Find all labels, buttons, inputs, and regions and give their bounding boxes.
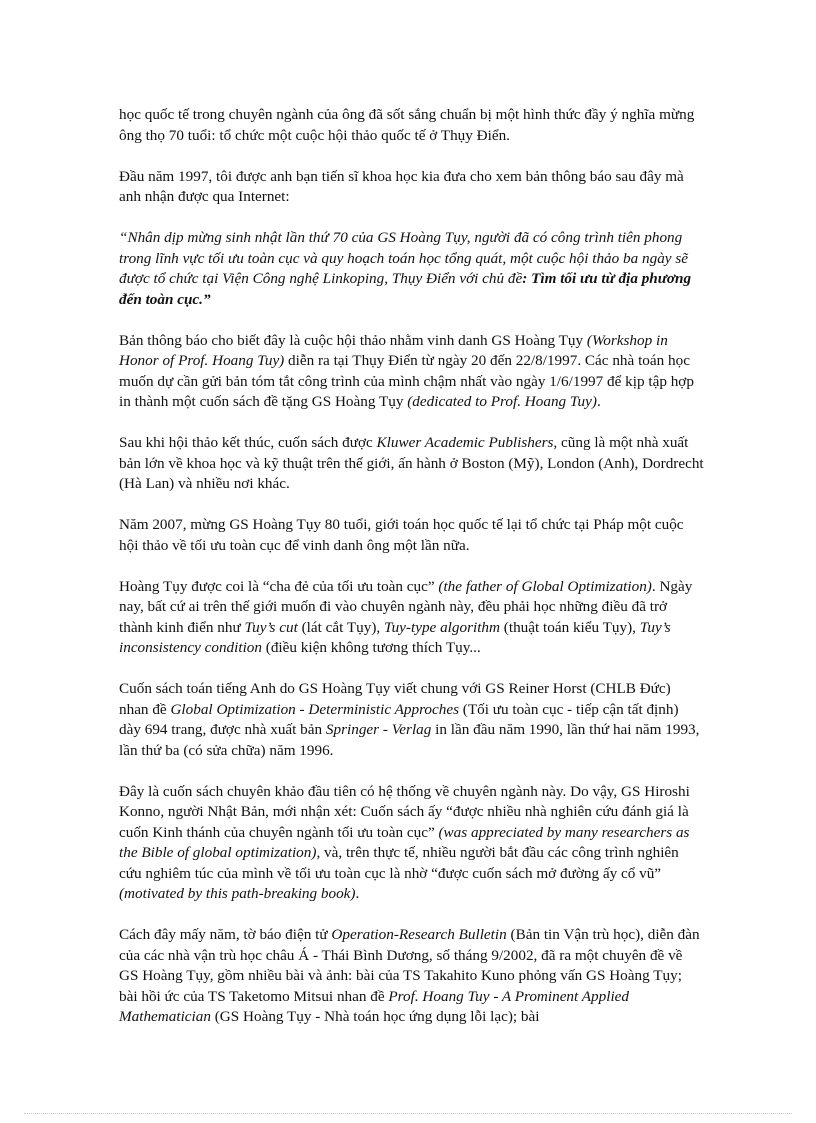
page-bottom-dotted-rule xyxy=(24,1113,792,1114)
paragraph-8-run-3: (Tối ưu toàn cục - tiếp cận tất định) dày 694 trang, được nhà xuất bản xyxy=(119,700,679,738)
paragraph-6 xyxy=(119,515,704,556)
paragraph-5 xyxy=(119,433,704,495)
paragraph-2-run-1: Đầu năm 1997, tôi được anh bạn tiến sĩ khoa học kia đưa cho xem bản thông báo sau đây mà anh nhận được qua Internet: xyxy=(119,167,684,205)
paragraph-9 xyxy=(119,782,704,905)
paragraph-3-run-2: : Tìm tối ưu từ địa phương đến toàn cục.” xyxy=(119,270,692,308)
paragraph-4-run-5: . xyxy=(596,393,601,410)
paragraph-10 xyxy=(119,925,704,1028)
paragraph-4 xyxy=(119,331,704,413)
paragraph-7-run-7: (thuật toán kiểu Tụy), xyxy=(500,618,640,636)
paragraph-9-run-3: , và, trên thực tế, nhiều người bắt đầu các công trình nghiên cứu nghiêm túc của mình về tối ưu toàn cục là nhờ “được cuốn sách mở đường ấy cổ vũ” xyxy=(119,844,679,882)
paragraph-9-run-5: . xyxy=(355,885,360,902)
paragraph-4-run-1: Bản thông báo cho biết đây là cuộc hội thảo nhằm vinh danh GS Hoàng Tụy xyxy=(119,331,587,349)
paragraph-7-run-2: (the father of Global Optimization) xyxy=(438,577,652,595)
paragraph-10-run-2: Operation-Research Bulletin xyxy=(331,926,507,943)
document-body xyxy=(119,105,704,1048)
paragraph-7-run-1: Hoàng Tụy được coi là “cha đẻ của tối ưu toàn cục” xyxy=(119,577,439,595)
paragraph-9-run-4: (motivated by this path-breaking book) xyxy=(119,885,356,902)
paragraph-8-run-4: Springer - Verlag xyxy=(325,721,432,738)
paragraph-9-run-1: Đây là cuốn sách chuyên khảo đầu tiên có hệ thống về chuyên ngành này. Do vậy, GS Hiroshi Konno, người Nhật Bản, mới nhận xét: Cuốn sách ấy “được nhiều nhà nghiên cứu đánh giá là cuốn Kinh thánh của chuyên ngành tối ưu toàn cục” xyxy=(119,782,690,841)
paragraph-4-run-4: (dedicated to Prof. Hoang Tuy) xyxy=(407,393,597,410)
paragraph-10-run-4: Prof. Hoang Tuy - A Prominent Applied Mathematician xyxy=(119,987,630,1025)
paragraph-5-run-1: Sau khi hội thảo kết thúc, cuốn sách được xyxy=(119,434,377,451)
paragraph-8-run-1: Cuốn sách toán tiếng Anh do GS Hoàng Tụy viết chung với GS Reiner Horst (CHLB Đức) nhan đề xyxy=(119,680,671,718)
paragraph-1 xyxy=(119,105,704,146)
paragraph-7-run-9: (điều kiện không tương thích Tụy... xyxy=(261,639,481,656)
paragraph-5-run-3: cũng là một nhà xuất bản lớn về khoa học và kỹ thuật trên thế giới, ấn hành ở Boston (Mỹ), London (Anh), Dordrecht (Hà Lan) và nhiều nơi khác. xyxy=(119,434,704,492)
paragraph-3 xyxy=(119,228,704,310)
paragraph-2 xyxy=(119,167,704,208)
paragraph-10-run-3: (Bản tin Vận trù học), diễn đàn của các nhà vận trù học châu Á - Thái Bình Dương, số tháng 9/2002, đã ra một chuyên đề về GS Hoàng Tụy, gồm nhiều bài và ảnh: bài của TS Takahito Kuno phỏng vấn GS Hoàng Tụy; bài hồi ức của TS Taketomo Mitsui nhan đề xyxy=(119,926,700,1005)
paragraph-7-run-5: (lát cắt Tụy), xyxy=(297,618,384,636)
paragraph-10-run-5: (GS Hoàng Tụy - Nhà toán học ứng dụng lỗi lạc); bài xyxy=(210,1008,540,1025)
paragraph-5-run-2: Kluwer Academic Publishers, xyxy=(376,434,558,451)
paragraph-7 xyxy=(119,577,704,659)
paragraph-1-run-1: học quốc tế trong chuyên ngành của ông đã sốt sắng chuẩn bị một hình thức đầy ý nghĩa mừng ông thọ 70 tuổi: tổ chức một cuộc hội thảo quốc tế ở Thụy Điển. xyxy=(119,106,695,144)
paragraph-7-run-8: Tuy’s inconsistency condition xyxy=(119,618,671,656)
paragraph-6-run-1: Năm 2007, mừng GS Hoàng Tụy 80 tuổi, giới toán học quốc tế lại tổ chức tại Pháp một cuộc hội thảo về tối ưu toàn cục để vinh danh ông một lần nữa. xyxy=(119,516,684,554)
paragraph-7-run-6: Tuy-type algorithm xyxy=(383,618,500,636)
paragraph-3-run-1: “Nhân dịp mừng sinh nhật lần thứ 70 của GS Hoàng Tụy, người đã có công trình tiên phong trong lĩnh vực tối ưu toàn cục và quy hoạch toán học tổng quát, một cuộc hội thảo ba ngày sẽ được tổ chức tại Viện Công nghệ Linkoping, Thụy Điển với chủ đề xyxy=(119,229,688,287)
paragraph-7-run-4: Tuy’s cut xyxy=(244,618,298,636)
paragraph-4-run-2: (Workshop in Honor of Prof. Hoang Tuy) xyxy=(119,331,668,369)
paragraph-4-run-3: diễn ra tại Thụy Điển từ ngày 20 đến 22/8/1997. Các nhà toán học muốn dự cần gửi bản tóm tắt công trình của mình chậm nhất vào ngày 1/6/1997 để kịp tập hợp in thành một cuốn sách đề tặng GS Hoàng Tụy xyxy=(119,352,694,410)
paragraph-8-run-2: Global Optimization - Deterministic Approches xyxy=(170,700,459,718)
paragraph-9-run-2: (was appreciated by many researchers as the Bible of global optimization) xyxy=(119,823,690,861)
paragraph-8-run-5: in lần đầu năm 1990, lần thứ hai năm 1993, lần thứ ba (có sửa chữa) năm 1996. xyxy=(119,721,700,759)
paragraph-7-run-3: . Ngày nay, bất cứ ai trên thế giới muốn đi vào chuyên ngành này, đều phải học những điều đã trở thành kinh điển như xyxy=(119,577,693,636)
paragraph-10-run-1: Cách đây mấy năm, tờ báo điện tử xyxy=(119,926,332,943)
paragraph-8 xyxy=(119,679,704,761)
